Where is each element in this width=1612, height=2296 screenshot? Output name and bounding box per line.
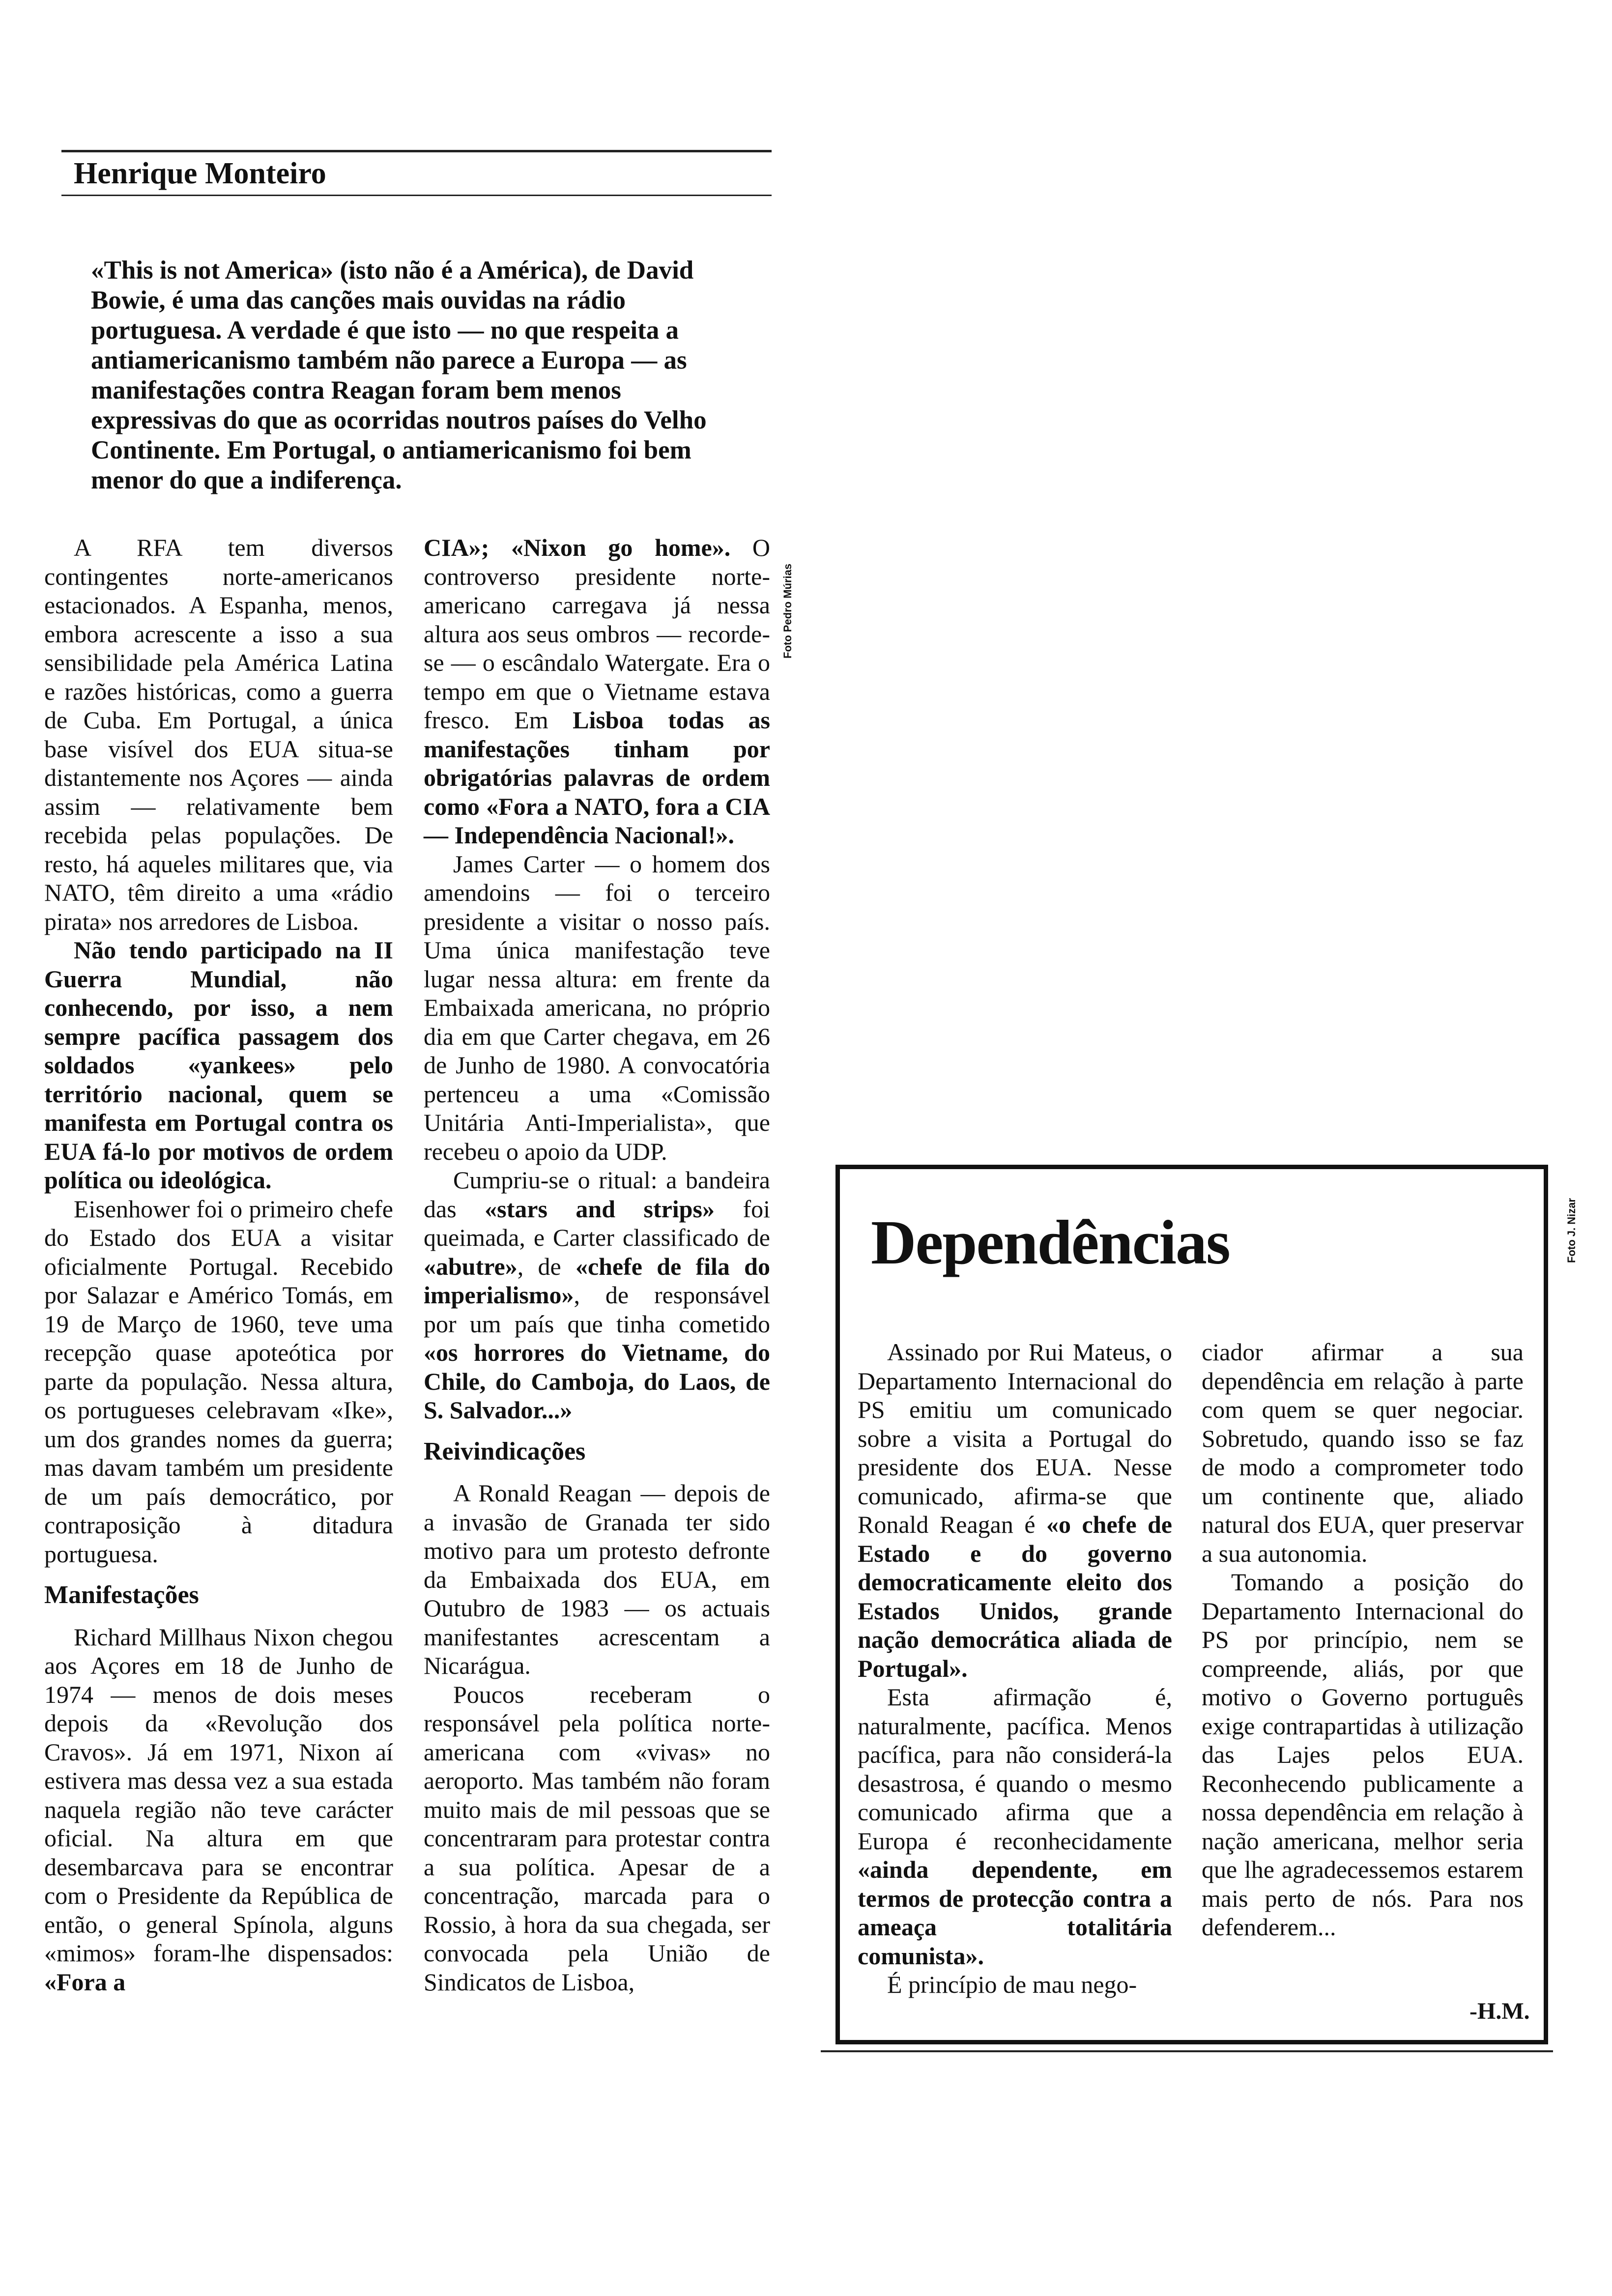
text-segment: «This is not America» xyxy=(91,256,334,285)
signature: -H.M. xyxy=(1469,1998,1530,2024)
article-column-2 xyxy=(424,533,770,1996)
text-segment: «o chefe de Estado e do governo democraticamente eleito dos Estados Unidos, grande nação democrática aliada de Portugal». xyxy=(858,1511,1172,1682)
section-heading xyxy=(424,1437,770,1466)
text-segment: — no que respeita a antiamericanismo também xyxy=(91,316,679,374)
text-segment: «abutre» xyxy=(424,1252,518,1280)
paragraph xyxy=(1202,1568,1524,1942)
paragraph xyxy=(44,533,393,936)
text-segment: Lisboa todas as manifestações tinham por obrigatórias palavras de ordem como «Fora a NATO, fora a CIA — Independência Nacional!». xyxy=(424,706,770,849)
text-segment: Poucos receberam o responsável pela política norte-americana com «vivas» no aeroporto. Mas também não foram muito mais de mil pessoas que se concentraram para protestar contra a sua política. Apesar de a concentração, marcada para o Rossio, à hora da sua chegada, ser convocada pela União de Sindicatos de Lisboa, xyxy=(424,1680,770,1996)
author-byline: Henrique Monteiro xyxy=(74,157,326,190)
section-heading xyxy=(44,1581,393,1610)
paragraph xyxy=(858,1338,1172,1683)
bottom-rule xyxy=(821,2050,1553,2052)
paragraph xyxy=(424,1479,770,1680)
box-column-2 xyxy=(1202,1338,1524,1942)
paragraph xyxy=(424,1166,770,1425)
paragraph xyxy=(424,1680,770,1997)
text-segment: Cumpriu-se o ritual: a bandeira das xyxy=(424,1166,770,1223)
article-column-1 xyxy=(44,533,393,1996)
text-segment: James Carter — o homem dos amendoins — foi o terceiro presidente a visitar o nosso país. Uma única manifestação teve lugar nessa altura: em frente da Embaixada americana, no próprio dia em que Carter chegava, em 26 de Junho de 1980. A convocatória pertenceu a uma «Comissão Unitária Anti-Imperialista», que recebeu o apoio da UDP. xyxy=(424,850,770,1165)
text-segment: isto xyxy=(412,316,452,344)
text-segment: Richard Millhaus Nixon chegou aos Açores em 18 de Junho de 1974 — menos de dois meses depois da «Revolução dos Cravos». Já em 1971, Nixon aí estivera mas dessa vez a sua estada naquela região não teve carácter oficial. Na altura em que desembarcava para se encontrar com o Presidente da República de então, o general Spínola, alguns «mimos» foram-lhe dispensados: xyxy=(44,1623,393,1967)
byline-rule xyxy=(61,195,772,196)
paragraph xyxy=(858,1970,1172,1999)
box-title: Dependências xyxy=(871,1207,1230,1277)
text-segment: Reivindicações xyxy=(424,1437,586,1465)
paragraph xyxy=(44,936,393,1195)
text-segment: A Ronald Reagan — depois de a invasão de Granada ter sido motivo para um protesto defronte da Embaixada dos EUA, em Outubro de 1983 — os actuais manifestantes acrescentam a Nicarágua. xyxy=(424,1479,770,1679)
box-column-1 xyxy=(858,1338,1172,1999)
text-segment: A RFA tem diversos contingentes norte-americanos estacionados. A Espanha, menos, embora acrescente a isso a sua sensibilidade pela América Latina e razões históricas, como a guerra de Cuba. Em Portugal, a única base visível dos EUA situa-se distantemente nos Açores — ainda assim — relativamente bem recebida pelas populações. De resto, há aqueles militares que, via NATO, têm direito a uma «rádio pirata» nos arredores de Lisboa. xyxy=(44,534,393,935)
photo-credit: Foto J. Nizar xyxy=(1565,1198,1578,1263)
text-segment: CIA»; «Nixon go home». xyxy=(424,534,731,561)
text-segment: (isto não é a América), de David Bowie, é uma das canções mais ouvidas na rádio portuguesa. A verdade é que xyxy=(91,256,694,344)
paragraph xyxy=(424,533,770,850)
text-segment: «stars and strips» xyxy=(485,1195,715,1223)
text-segment: Não tendo participado na II Guerra Mundial, não conhecendo, por isso, a nem sempre pacífica passagem dos soldados «yankees» pelo território nacional, quem se manifesta em Portugal contra os EUA fá-lo por motivos de ordem política ou ideológica. xyxy=(44,936,393,1194)
text-segment: , de responsável por um país que tinha cometido xyxy=(424,1281,770,1338)
text-segment: — as manifestações contra Reagan foram bem menos expressivas do que as ocorridas noutros países do Velho Continente. Em Portugal, o antiamericanismo foi bem menor do que a indiferença. xyxy=(91,346,707,494)
paragraph xyxy=(44,1623,393,1997)
text-segment: Manifestações xyxy=(44,1581,199,1609)
text-segment: não parece a Europa xyxy=(395,346,625,374)
text-segment: «ainda dependente, em termos de protecção contra a ameaça totalitária comunista». xyxy=(858,1856,1172,1970)
text-segment: , de xyxy=(517,1252,576,1280)
paragraph xyxy=(44,1195,393,1569)
text-segment: Esta afirmação é, naturalmente, pacífica. Menos pacífica, para não considerá-la desastrosa, é quando o mesmo comunicado afirma que a Europa é reconhecidamente xyxy=(858,1683,1172,1855)
text-segment: Assinado por Rui Mateus, o Departamento Internacional do PS emitiu um comunicado sobre a visita a Portugal do presidente dos EUA. Nesse comunicado, afirma-se que Ronald Reagan é xyxy=(858,1338,1172,1538)
text-segment: Eisenhower foi o primeiro chefe do Estado dos EUA a visitar oficialmente Portugal. Recebido por Salazar e Américo Tomás, em 19 de Março de 1960, teve uma recepção quase apoteótica por parte da população. Nessa altura, os portugueses celebravam «Ike», um dos grandes nomes da guerra; mas davam também um presidente de um país democrático, por contraposição à ditadura portuguesa. xyxy=(44,1195,393,1568)
paragraph xyxy=(424,850,770,1166)
lead-paragraph xyxy=(91,256,735,495)
paragraph xyxy=(1202,1338,1524,1568)
paragraph xyxy=(858,1683,1172,1970)
top-rule xyxy=(61,150,772,152)
text-segment: Tomando a posição do Departamento Internacional do PS por princípio, nem se compreende, aliás, por que motivo o Governo português exige contrapartidas à utilização das Lajes pelos EUA. Reconhecendo publicamente a nossa dependência em relação à nação americana, melhor seria que lhe agradecessemos estarem mais perto de nós. Para nos defenderem... xyxy=(1202,1568,1524,1941)
text-segment: «chefe de fila do imperialismo» xyxy=(424,1252,770,1309)
text-segment: «os horrores do Vietname, do Chile, do Camboja, do Laos, de S. Salvador...» xyxy=(424,1339,770,1424)
photo-credit: Foto Pedro Múrias xyxy=(781,563,794,659)
text-segment: «Fora a xyxy=(44,1968,126,1996)
text-segment: É princípio de mau nego- xyxy=(887,1971,1137,1998)
text-segment: O controverso presidente norte-americano carregava já nessa altura aos seus ombros — recorde-se — o escândalo Watergate. Era o tempo em que o Vietname estava fresco. Em xyxy=(424,534,770,734)
text-segment: foi queimada, e Carter classificado de xyxy=(424,1195,770,1251)
text-segment: ciador afirmar a sua dependência em relação à parte com quem se quer negociar. Sobretudo, quando isso se faz de modo a comprometer todo um continente que, aliado natural dos EUA, quer preservar a sua autonomia. xyxy=(1202,1338,1524,1567)
